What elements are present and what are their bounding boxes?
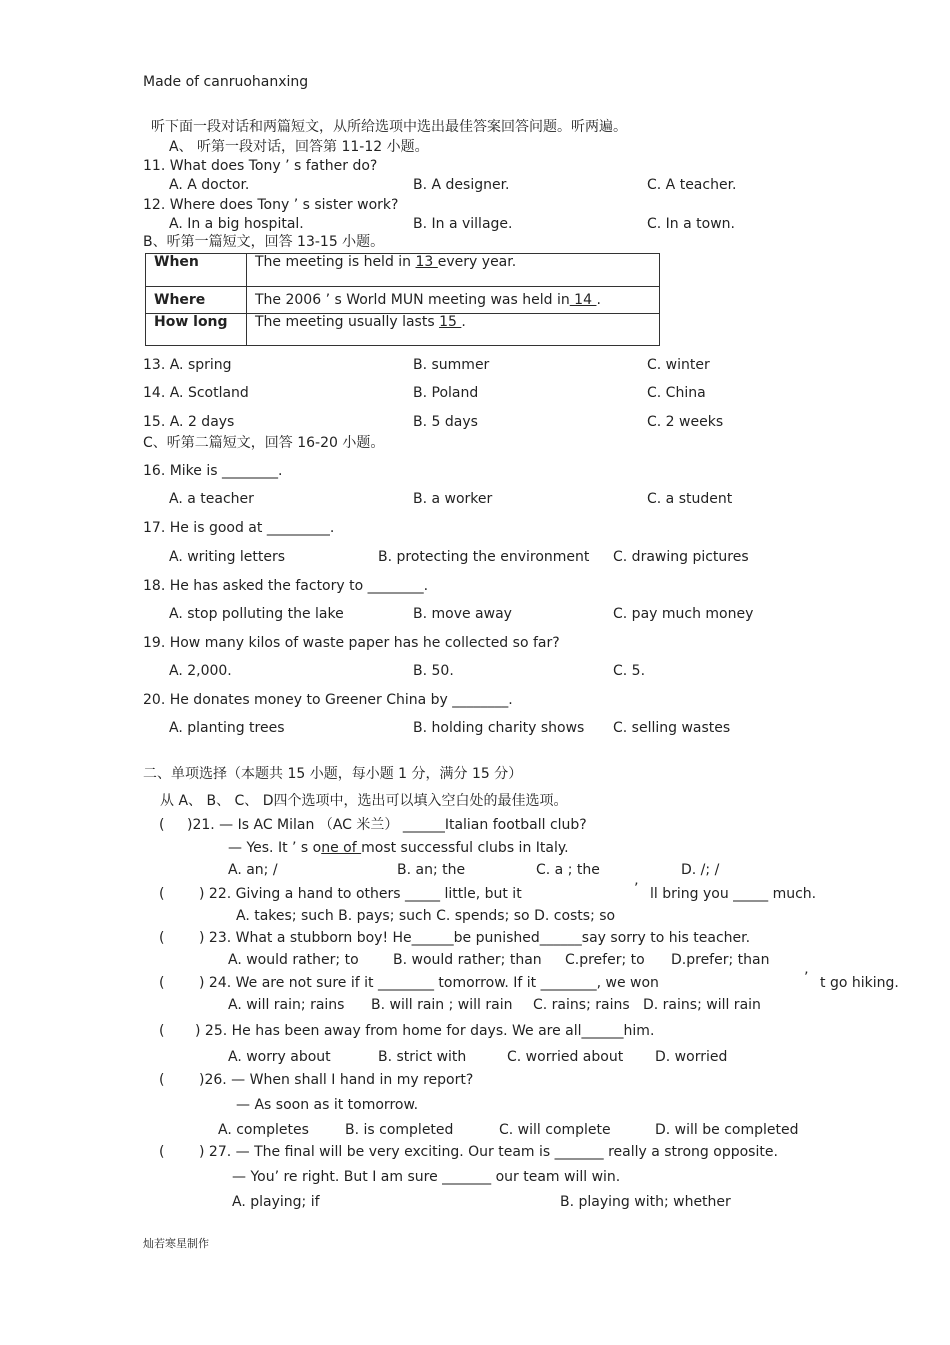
q12-question: 12. Where does Tony ’ s sister work? xyxy=(143,197,399,213)
q14-option-c: C. China xyxy=(647,385,706,401)
q13-option-c: C. winter xyxy=(647,357,710,373)
q12-option-a: A. In a big hospital. xyxy=(169,216,304,232)
q20-option-c: C. selling wastes xyxy=(613,720,731,736)
q23-option-c: C.prefer; to xyxy=(565,952,645,968)
q17-question: 17. He is good at _________. xyxy=(143,520,335,536)
q19-option-c: C. 5. xyxy=(613,663,646,679)
q26-reply: — As soon as it tomorrow. xyxy=(236,1097,419,1113)
q17-option-a: A. writing letters xyxy=(169,549,286,565)
q26-option-c: C. will complete xyxy=(499,1122,611,1138)
q15-option-b: B. 5 days xyxy=(413,414,478,430)
q22-question-end: ll bring you _____ much. xyxy=(650,886,817,902)
q24-paren: ( xyxy=(159,975,165,991)
q14-option-b: B. Poland xyxy=(413,385,479,401)
table-key: When xyxy=(146,254,247,287)
q25-option-a: A. worry about xyxy=(228,1049,331,1065)
q23-question: ) 23. What a stubborn boy! He______be punished______say sorry to his teacher. xyxy=(199,930,751,946)
q22-paren: ( xyxy=(159,886,165,902)
q27-option-b: B. playing with; whether xyxy=(560,1194,731,1210)
table-key: Where xyxy=(146,287,247,314)
q15-option-c: C. 2 weeks xyxy=(647,414,724,430)
q27-reply: — You’ re right. But I am sure _______ our team will win. xyxy=(232,1169,621,1185)
part-c-heading: C、听第二篇短文，回答 16-20 小题。 xyxy=(143,435,385,451)
q16-option-b: B. a worker xyxy=(413,491,493,507)
table-value: The meeting usually lasts 15 . xyxy=(247,314,660,346)
q21-paren: ( xyxy=(159,817,165,833)
q20-option-b: B. holding charity shows xyxy=(413,720,585,736)
part-b-heading: B、听第一篇短文，回答 13-15 小题。 xyxy=(143,234,385,250)
q18-option-c: C. pay much money xyxy=(613,606,754,622)
q24-question: ) 24. We are not sure if it ________ tomorrow. If it ________, we won xyxy=(199,975,659,991)
q16-option-c: C. a student xyxy=(647,491,733,507)
q26-question: )26. — When shall I hand in my report? xyxy=(199,1072,474,1088)
q16-question: 16. Mike is ________. xyxy=(143,463,283,479)
q26-option-a: A. completes xyxy=(218,1122,309,1138)
q11-option-a: A. A doctor. xyxy=(169,177,250,193)
q21-option-b: B. an; the xyxy=(397,862,466,878)
q24-option-a: A. will rain; rains xyxy=(228,997,345,1013)
q16-option-a: A. a teacher xyxy=(169,491,254,507)
q12-option-c: C. In a town. xyxy=(647,216,735,232)
q11-option-b: B. A designer. xyxy=(413,177,510,193)
page-footer: 灿若寒星制作 xyxy=(143,1237,209,1250)
q19-option-a: A. 2,000. xyxy=(169,663,232,679)
q21-question: )21. — Is AC Milan （AC 米兰） ______Italian football club? xyxy=(187,817,587,833)
q25-option-b: B. strict with xyxy=(378,1049,467,1065)
q27-paren: ( xyxy=(159,1144,165,1160)
q22-question: ) 22. Giving a hand to others _____ little, but it xyxy=(199,886,522,902)
q17-option-b: B. protecting the environment xyxy=(378,549,590,565)
q22-options: A. takes; such B. pays; such C. spends; so D. costs; so xyxy=(236,908,616,924)
q13-option-a: 13. A. spring xyxy=(143,357,232,373)
q20-question: 20. He donates money to Greener China by ________. xyxy=(143,692,513,708)
table-row xyxy=(146,314,660,346)
q21-reply: — Yes. It ’ s one of most successful clubs in Italy. xyxy=(228,840,569,856)
q12-option-b: B. In a village. xyxy=(413,216,513,232)
q23-option-a: A. would rather; to xyxy=(228,952,359,968)
part-a-heading: A、 听第一段对话，回答第 11-12 小题。 xyxy=(169,139,429,155)
q17-option-c: C. drawing pictures xyxy=(613,549,749,565)
q11-question: 11. What does Tony ’ s father do? xyxy=(143,158,378,174)
q23-paren: ( xyxy=(159,930,165,946)
q27-question: ) 27. — The final will be very exciting. Our team is _______ really a strong opposite. xyxy=(199,1144,778,1160)
q23-option-d: D.prefer; than xyxy=(671,952,770,968)
q18-option-b: B. move away xyxy=(413,606,512,622)
listening-instruction: 听下面一段对话和两篇短文，从所给选项中选出最佳答案回答问题。听两遍。 xyxy=(151,119,627,135)
q24-option-b: B. will rain ; will rain xyxy=(371,997,513,1013)
table-value: The meeting is held in 13 every year. xyxy=(247,254,660,287)
choice-instruction: 从 A、 B、 C、 D四个选项中，选出可以填入空白处的最佳选项。 xyxy=(160,793,568,809)
q14-option-a: 14. A. Scotland xyxy=(143,385,249,401)
table-key: How long xyxy=(146,314,247,346)
q25-paren: ( xyxy=(159,1023,165,1039)
q27-option-a: A. playing; if xyxy=(232,1194,320,1210)
q25-option-d: D. worried xyxy=(655,1049,728,1065)
q25-question: ) 25. He has been away from home for days. We are all______him. xyxy=(195,1023,655,1039)
choice-section-title: 二、单项选择（本题共 15 小题，每小题 1 分，满分 15 分） xyxy=(143,766,523,782)
q11-option-c: C. A teacher. xyxy=(647,177,737,193)
q24-question-end: t go hiking. xyxy=(820,975,899,991)
q18-question: 18. He has asked the factory to ________. xyxy=(143,578,429,594)
q23-option-b: B. would rather; than xyxy=(393,952,542,968)
q21-option-a: A. an; / xyxy=(228,862,278,878)
q21-option-c: C. a ; the xyxy=(536,862,600,878)
q19-option-b: B. 50. xyxy=(413,663,454,679)
q26-option-d: D. will be completed xyxy=(655,1122,799,1138)
table-value: The 2006 ’ s World MUN meeting was held in 14 . xyxy=(247,287,660,314)
q24-apostrophe: ’ xyxy=(804,970,809,986)
table-row xyxy=(146,287,660,314)
q26-option-b: B. is completed xyxy=(345,1122,454,1138)
q21-option-d: D. /; / xyxy=(681,862,720,878)
table-row xyxy=(146,254,660,287)
page-header: Made of canruohanxing xyxy=(143,74,309,90)
q22-apostrophe: ’ xyxy=(634,881,639,897)
q24-option-d: D. rains; will rain xyxy=(643,997,761,1013)
q18-option-a: A. stop polluting the lake xyxy=(169,606,344,622)
q13-option-b: B. summer xyxy=(413,357,490,373)
q25-option-c: C. worried about xyxy=(507,1049,624,1065)
q15-option-a: 15. A. 2 days xyxy=(143,414,235,430)
q24-option-c: C. rains; rains xyxy=(533,997,630,1013)
q19-question: 19. How many kilos of waste paper has he collected so far? xyxy=(143,635,560,651)
q26-paren: ( xyxy=(159,1072,165,1088)
meeting-info-table xyxy=(145,253,660,346)
q20-option-a: A. planting trees xyxy=(169,720,285,736)
